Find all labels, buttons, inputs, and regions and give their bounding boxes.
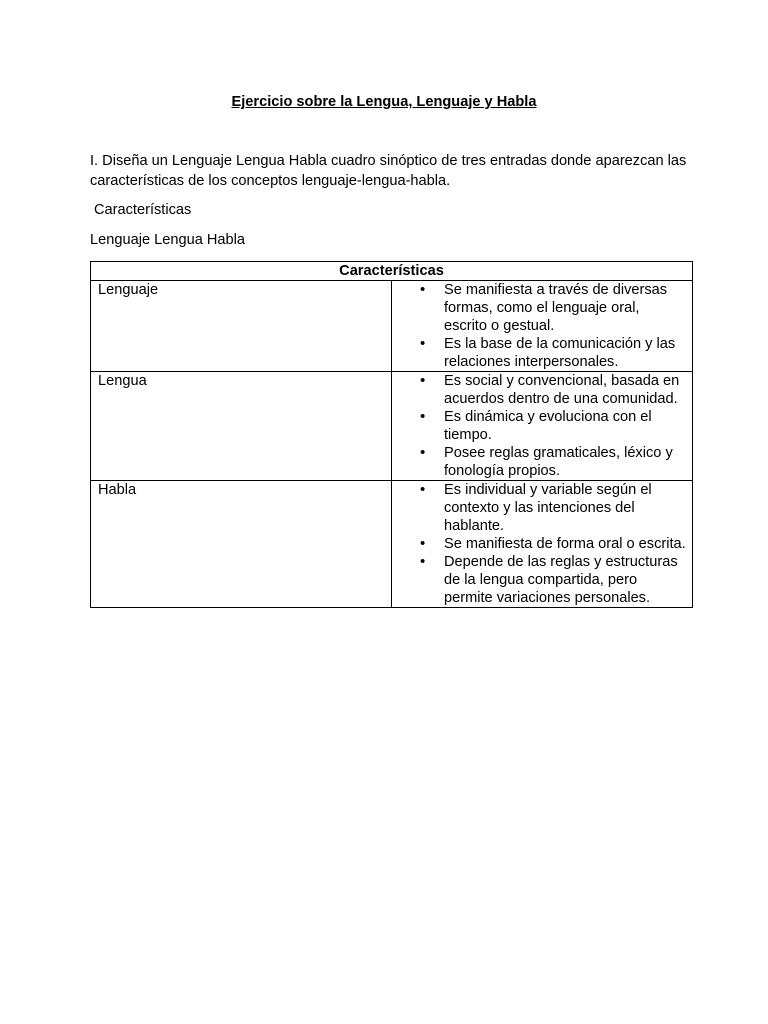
table-header-row: [91, 262, 693, 281]
concept-cell: Habla: [91, 481, 392, 608]
list-item: • Se manifiesta de forma oral o escrita.: [444, 535, 686, 553]
document-title: Ejercicio sobre la Lengua, Lenguaje y Habla: [231, 94, 537, 110]
table-header: Características: [91, 262, 693, 281]
features-cell: [392, 372, 693, 481]
list-item: • Es dinámica y evoluciona con el tiempo.: [444, 408, 686, 444]
list-item: • Depende de las reglas y estructuras de la lengua compartida, pero permite variaciones personales.: [444, 553, 686, 607]
list-item: • Es la base de la comunicación y las relaciones interpersonales.: [444, 335, 686, 371]
list-item: • Posee reglas gramaticales, léxico y fonología propios.: [444, 444, 686, 480]
subheading-caracteristicas: Características: [94, 202, 192, 218]
concept-cell: Lenguaje: [91, 281, 392, 372]
table-row: [91, 372, 693, 481]
synoptic-table: [90, 261, 693, 608]
features-list: [392, 372, 692, 480]
concept-cell: Lengua: [91, 372, 392, 481]
list-item: • Se manifiesta a través de diversas formas, como el lenguaje oral, escrito o gestual.: [444, 281, 686, 335]
list-item: • Es social y convencional, basada en acuerdos dentro de una comunidad.: [444, 372, 686, 408]
subheading-concepts: Lenguaje Lengua Habla: [90, 232, 245, 248]
features-cell: [392, 481, 693, 608]
list-item: • Es individual y variable según el contexto y las intenciones del hablante.: [444, 481, 686, 535]
table-row: [91, 281, 693, 372]
features-list: [392, 481, 692, 607]
features-cell: [392, 281, 693, 372]
instruction-text: I. Diseña un Lenguaje Lengua Habla cuadro sinóptico de tres entradas donde aparezcan las características de los conceptos lenguaje-lengua-habla.: [90, 153, 687, 189]
features-list: [392, 281, 692, 371]
table-row: [91, 481, 693, 608]
